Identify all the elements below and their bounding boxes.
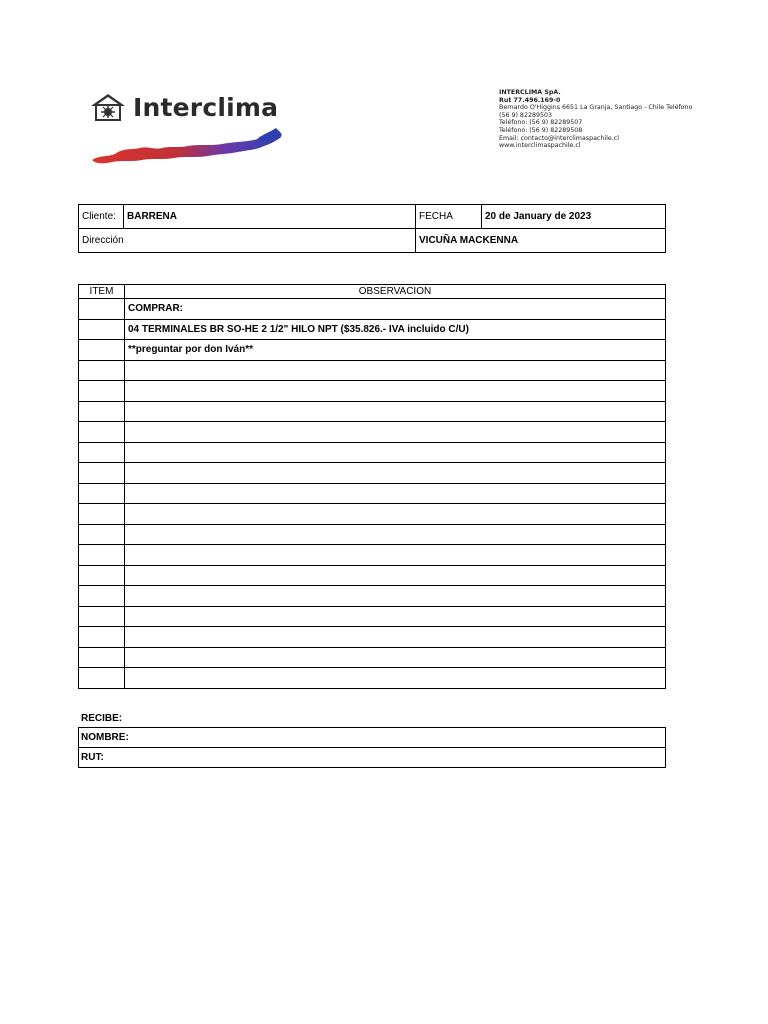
item-cell[interactable]: [79, 463, 125, 484]
nombre-row: [79, 728, 666, 748]
table-row: [79, 422, 666, 443]
observacion-cell[interactable]: [125, 381, 666, 402]
direccion-label: Dirección: [79, 229, 416, 253]
observacion-cell[interactable]: [125, 606, 666, 627]
observacion-cell[interactable]: [125, 668, 666, 689]
item-cell[interactable]: [79, 360, 125, 381]
company-phone-2: Teléfono: (56 9) 82289507: [499, 119, 583, 127]
rut-row: [79, 748, 666, 768]
observacion-cell[interactable]: COMPRAR:: [125, 299, 666, 320]
item-cell[interactable]: [79, 299, 125, 320]
col-observacion-header: OBSERVACION: [125, 285, 666, 299]
item-cell[interactable]: [79, 319, 125, 340]
observacion-cell[interactable]: [125, 586, 666, 607]
item-cell[interactable]: [79, 483, 125, 504]
item-cell[interactable]: [79, 647, 125, 668]
company-web: www.interclimaspachile.cl: [499, 142, 581, 150]
header-row-direccion: [79, 229, 666, 253]
observacion-cell[interactable]: **preguntar por don Iván**: [125, 340, 666, 361]
company-name: INTERCLIMA SpA.: [499, 89, 561, 96]
observacion-cell[interactable]: [125, 545, 666, 566]
table-row: [79, 319, 666, 340]
header-row-cliente: [79, 205, 666, 229]
cliente-label: Cliente:: [79, 205, 124, 229]
item-cell[interactable]: [79, 586, 125, 607]
signature-table: [78, 727, 666, 768]
table-row: [79, 586, 666, 607]
table-row: [79, 565, 666, 586]
rut-field[interactable]: RUT:: [79, 748, 666, 768]
table-row: [79, 381, 666, 402]
observacion-cell[interactable]: [125, 401, 666, 422]
house-icon: [91, 94, 125, 120]
table-row: [79, 299, 666, 320]
table-row: [79, 340, 666, 361]
table-row: [79, 606, 666, 627]
item-cell[interactable]: [79, 606, 125, 627]
observacion-cell[interactable]: [125, 442, 666, 463]
item-cell[interactable]: [79, 381, 125, 402]
observacion-cell[interactable]: [125, 422, 666, 443]
table-row: [79, 524, 666, 545]
company-phone-1: (56 9) 82289503: [499, 111, 552, 119]
table-row: [79, 442, 666, 463]
observacion-cell[interactable]: [125, 627, 666, 648]
company-address: Bernardo O'Higgins 6651 La Granja, Santiago - Chile Teléfono: [499, 104, 693, 112]
item-cell[interactable]: [79, 668, 125, 689]
observacion-cell[interactable]: [125, 360, 666, 381]
observacion-cell[interactable]: 04 TERMINALES BR SO-HE 2 1/2" HILO NPT ($35.826.- IVA incluido C/U): [125, 319, 666, 340]
fecha-value: 20 de January de 2023: [482, 205, 666, 229]
item-cell[interactable]: [79, 627, 125, 648]
item-cell[interactable]: [79, 504, 125, 525]
fecha-label: FECHA: [416, 205, 482, 229]
table-row: [79, 401, 666, 422]
table-row: [79, 668, 666, 689]
observacion-cell[interactable]: [125, 483, 666, 504]
table-row: [79, 545, 666, 566]
item-cell[interactable]: [79, 524, 125, 545]
logo-wordmark: Interclima: [133, 93, 279, 122]
company-email: Email: contacto@interclimaspachile.cl: [499, 134, 619, 142]
table-row: [79, 504, 666, 525]
observacion-cell[interactable]: [125, 524, 666, 545]
col-item-header: ITEM: [79, 285, 125, 299]
items-table: [78, 284, 666, 689]
table-row: [79, 483, 666, 504]
item-cell[interactable]: [79, 442, 125, 463]
table-row: [79, 463, 666, 484]
item-cell[interactable]: [79, 401, 125, 422]
observacion-cell[interactable]: [125, 504, 666, 525]
header-table: [78, 204, 666, 253]
chile-map-icon: [92, 131, 282, 163]
direccion-value: VICUÑA MACKENNA: [416, 229, 666, 253]
observacion-cell[interactable]: [125, 647, 666, 668]
nombre-field[interactable]: NOMBRE:: [79, 728, 666, 748]
table-row: [79, 627, 666, 648]
observacion-cell[interactable]: [125, 565, 666, 586]
item-cell[interactable]: [79, 422, 125, 443]
company-phone-3: Teléfono: (56 9) 82289508: [499, 126, 583, 134]
company-info: [499, 89, 704, 150]
cliente-value: BARRENA: [124, 205, 416, 229]
item-cell[interactable]: [79, 340, 125, 361]
item-cell[interactable]: [79, 565, 125, 586]
items-header-row: [79, 285, 666, 299]
item-cell[interactable]: [79, 545, 125, 566]
recibe-label: RECIBE:: [81, 713, 123, 724]
observacion-cell[interactable]: [125, 463, 666, 484]
table-row: [79, 647, 666, 668]
company-rut: Rut 77.496.169-0: [499, 96, 561, 104]
table-row: [79, 360, 666, 381]
